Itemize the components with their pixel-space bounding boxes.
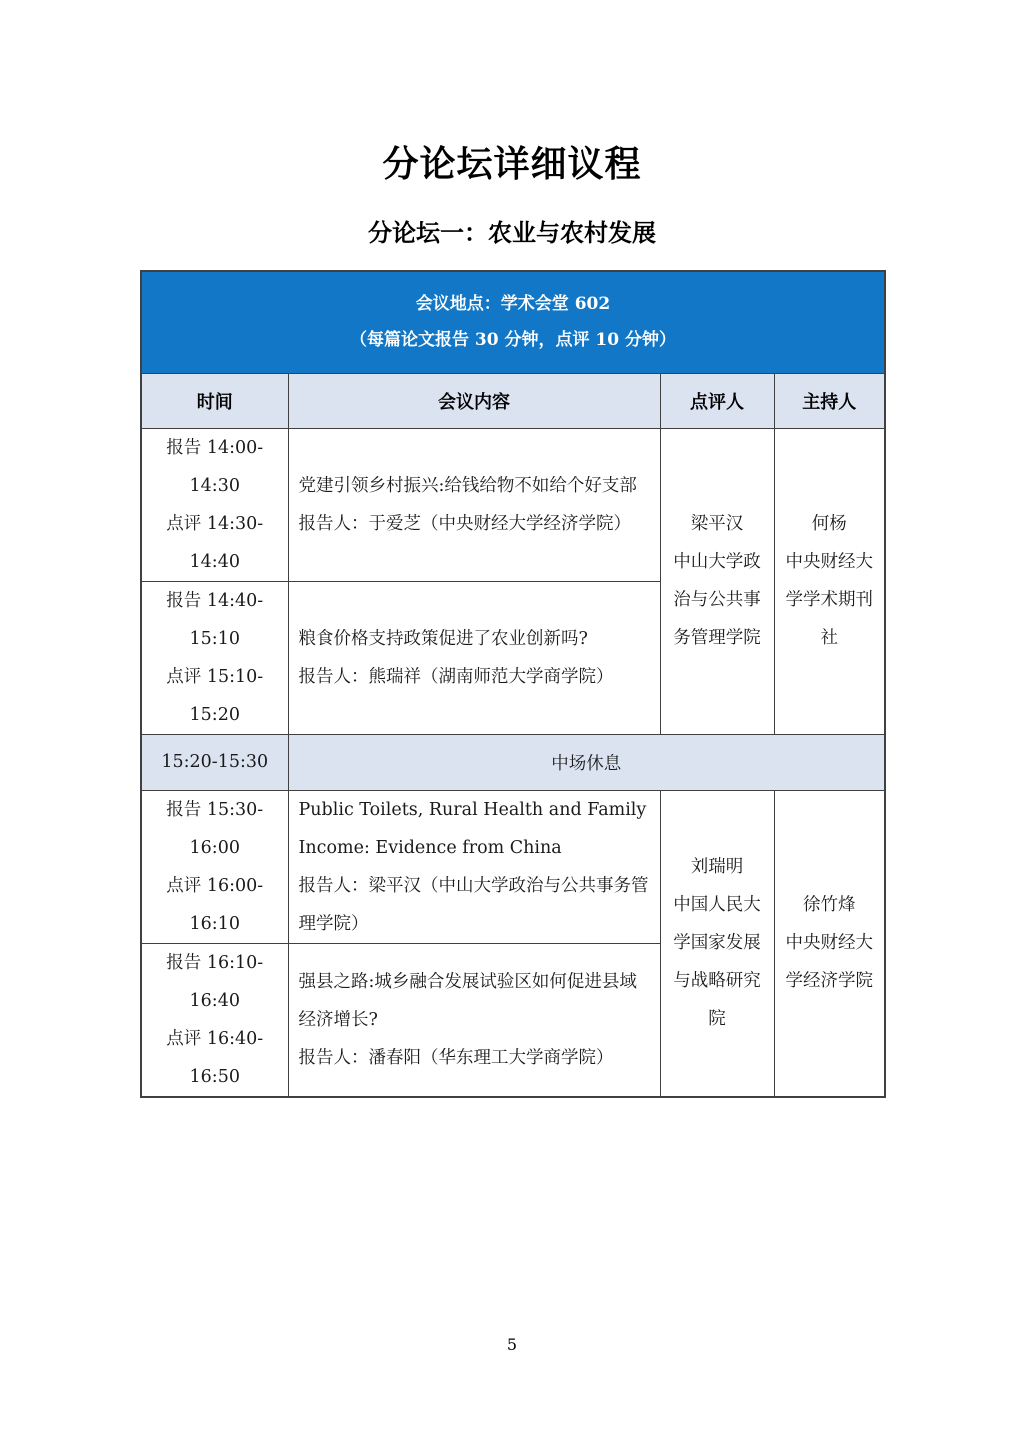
presenter-line: 报告人：于爱芝（中央财经大学经济学院） bbox=[298, 513, 631, 534]
session-row-3 bbox=[141, 790, 885, 943]
report-time: 报告 14:00-14:30 bbox=[166, 437, 264, 496]
commentator-cell bbox=[660, 790, 774, 1097]
break-label-cell: 中场休息 bbox=[288, 734, 885, 790]
forum-subtitle: 分论坛一：农业与农村发展 bbox=[368, 219, 656, 247]
host-affiliation: 中央财经大学经济学院 bbox=[785, 933, 873, 991]
comment-time: 点评 16:40-16:50 bbox=[166, 1028, 264, 1087]
col-header-content: 会议内容 bbox=[288, 373, 660, 428]
host-cell bbox=[774, 428, 885, 734]
paper-title: 党建引领乡村振兴:给钱给物不如给个好支部 bbox=[298, 475, 637, 496]
comment-time: 点评 16:00-16:10 bbox=[166, 875, 264, 934]
col-header-host: 主持人 bbox=[774, 373, 885, 428]
presenter-line: 报告人：熊瑞祥（湖南师范大学商学院） bbox=[298, 666, 614, 687]
comment-time: 点评 15:10-15:20 bbox=[166, 666, 264, 725]
report-time: 报告 14:40-15:10 bbox=[166, 590, 264, 649]
time-cell bbox=[141, 943, 288, 1097]
host-name: 何杨 bbox=[811, 514, 847, 534]
time-cell bbox=[141, 581, 288, 734]
presenter-line: 报告人：潘春阳（华东理工大学商学院） bbox=[298, 1047, 614, 1068]
break-time-cell: 15:20-15:30 bbox=[141, 734, 288, 790]
commentator-affiliation: 中国人民大学国家发展与战略研究院 bbox=[673, 895, 761, 1029]
commentator-name: 刘瑞明 bbox=[690, 857, 744, 877]
col-header-commentator: 点评人 bbox=[660, 373, 774, 428]
commentator-name: 梁平汉 bbox=[690, 514, 744, 534]
page-number: 5 bbox=[506, 1335, 518, 1354]
host-cell bbox=[774, 790, 885, 1097]
break-row bbox=[141, 734, 885, 790]
col-header-time: 时间 bbox=[141, 373, 288, 428]
content-cell bbox=[288, 428, 660, 581]
venue-location-line: 会议地点：学术会堂 602 bbox=[415, 294, 611, 315]
commentator-cell bbox=[660, 428, 774, 734]
report-time: 报告 15:30-16:00 bbox=[166, 799, 264, 858]
page-title: 分论坛详细议程 bbox=[382, 144, 642, 185]
column-header-row bbox=[141, 373, 885, 428]
comment-time: 点评 14:30-14:40 bbox=[166, 513, 264, 572]
host-name: 徐竹烽 bbox=[803, 895, 856, 915]
commentator-affiliation: 中山大学政治与公共事务管理学院 bbox=[673, 552, 761, 648]
venue-banner-row bbox=[141, 271, 885, 373]
content-cell bbox=[288, 581, 660, 734]
host-affiliation: 中央财经大学学术期刊社 bbox=[785, 552, 873, 648]
presenter-line: 报告人：梁平汉（中山大学政治与公共事务管理学院） bbox=[298, 875, 649, 934]
report-time: 报告 16:10-16:40 bbox=[166, 952, 264, 1011]
content-cell bbox=[288, 943, 660, 1097]
report-duration-line: （每篇论文报告 30 分钟，点评 10 分钟） bbox=[350, 330, 676, 351]
time-cell bbox=[141, 428, 288, 581]
venue-banner bbox=[141, 271, 885, 373]
paper-title: Public Toilets, Rural Health and Family Income: Evidence from China bbox=[298, 799, 647, 858]
paper-title: 粮食价格支持政策促进了农业创新吗? bbox=[298, 628, 588, 649]
agenda-table bbox=[140, 270, 886, 1098]
content-cell bbox=[288, 790, 660, 943]
session-row-1 bbox=[141, 428, 885, 581]
time-cell bbox=[141, 790, 288, 943]
paper-title: 强县之路:城乡融合发展试验区如何促进县域经济增长? bbox=[298, 971, 637, 1030]
